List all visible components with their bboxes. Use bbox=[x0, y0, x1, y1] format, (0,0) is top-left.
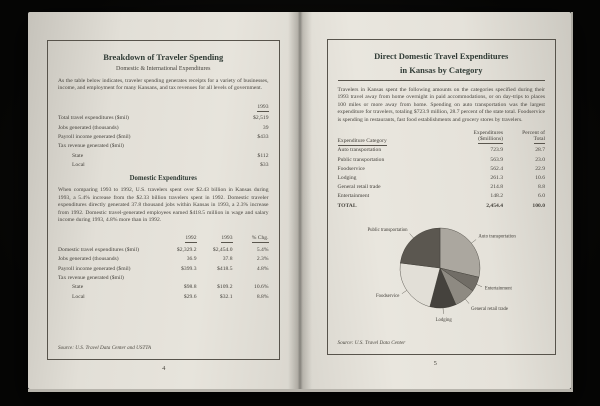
category-name: Foodservice bbox=[337, 165, 365, 172]
row-value-1993: $109.2 bbox=[217, 284, 233, 291]
left-page-subtitle: Domestic & International Expenditures bbox=[116, 66, 211, 72]
row-value-1993: $2,519 bbox=[253, 115, 269, 122]
comparison-table-row bbox=[58, 266, 269, 272]
category-percent: 28.7 bbox=[535, 147, 545, 154]
summary-table-row bbox=[58, 162, 269, 168]
row-value-1993: $33 bbox=[260, 162, 269, 169]
row-value-1993: $433 bbox=[257, 134, 269, 141]
right-page-title-line2: in Kansas by Category bbox=[400, 65, 483, 75]
pie-chart-area bbox=[338, 213, 546, 327]
right-intro-paragraph: Travelers in Kansas spent the following amounts on the categories specified during their 1993 travel away from home overnight in paid accommodations, or on day-trips to places 100 miles or more away from home. Spending on auto transportation was the largest expenditure for travelers, totaling $723.9 million, 28.7 percent of the state total. Foodservice is spending in restaurants, fast food establishments and grocery stores by travelers. bbox=[337, 87, 545, 123]
comparison-header-1993: 1993 bbox=[221, 235, 233, 242]
comparison-table-row bbox=[58, 275, 269, 281]
row-value-1992: $29.6 bbox=[183, 293, 197, 300]
total-percent: 100.0 bbox=[532, 203, 545, 210]
category-table-row bbox=[338, 175, 546, 181]
pie-slice-public-transportation bbox=[400, 228, 440, 268]
pie-label-lodging: Lodging bbox=[435, 318, 452, 324]
row-value-1993: 39 bbox=[262, 124, 269, 131]
category-header-cell bbox=[338, 138, 452, 144]
comparison-header-1993-cell bbox=[197, 235, 233, 243]
pie-label-general-retail-trade: General retail trade bbox=[470, 307, 508, 313]
row-value-1993: $418.5 bbox=[217, 265, 233, 272]
category-table-row bbox=[338, 193, 546, 199]
pie-callout-line bbox=[401, 291, 406, 294]
pie-callout-line bbox=[409, 234, 413, 239]
right-page-title-line1: Direct Domestic Travel Expenditures bbox=[374, 51, 509, 61]
category-percent: 22.9 bbox=[535, 165, 545, 172]
category-table-row bbox=[338, 166, 546, 172]
row-label: Jobs generated (thousands) bbox=[58, 124, 119, 131]
pie-callout-line bbox=[465, 299, 469, 304]
category-percent: 6.0 bbox=[538, 193, 545, 200]
row-label: Payroll income generated ($mil) bbox=[58, 134, 131, 141]
comparison-table-row bbox=[58, 294, 269, 300]
summary-table-header bbox=[58, 104, 269, 112]
expenditures-header-line1: Expenditures bbox=[473, 130, 503, 137]
row-value-chg: 4.8% bbox=[256, 265, 269, 272]
pie-label-foodservice: Foodservice bbox=[375, 294, 399, 300]
category-name: Auto transportation bbox=[337, 147, 382, 154]
comparison-table-row bbox=[58, 284, 269, 290]
comparison-table-header bbox=[58, 235, 269, 243]
category-percent: 8.8 bbox=[538, 184, 545, 191]
percent-header-line2: Total bbox=[533, 136, 545, 143]
percent-header-line1: Percent of bbox=[522, 130, 545, 137]
category-percent: 10.6 bbox=[535, 174, 545, 181]
summary-header-year-cell bbox=[225, 104, 269, 112]
category-name: General retail trade bbox=[337, 184, 381, 191]
row-value-1993: $2,454.0 bbox=[212, 246, 233, 253]
right-page-frame bbox=[327, 39, 557, 355]
row-value-chg: 10.6% bbox=[254, 284, 269, 291]
row-value-1992: 36.9 bbox=[186, 256, 197, 263]
summary-table-body bbox=[58, 115, 269, 168]
row-label: Local bbox=[72, 162, 85, 169]
row-value-1993: 37.8 bbox=[222, 256, 233, 263]
summary-header-year: 1993 bbox=[257, 103, 269, 110]
category-table-body bbox=[338, 147, 546, 199]
row-value-chg: 8.8% bbox=[256, 293, 269, 300]
row-label: State bbox=[72, 152, 84, 159]
category-header: Expenditure Category bbox=[337, 138, 387, 145]
category-percent: 23.0 bbox=[535, 156, 545, 163]
summary-table-row bbox=[58, 143, 269, 149]
category-table bbox=[338, 130, 546, 209]
category-expenditure: 214.8 bbox=[490, 184, 503, 191]
comparison-table bbox=[58, 230, 269, 299]
pie-label-entertainment: Entertainment bbox=[484, 286, 512, 292]
comparison-header-1992: 1992 bbox=[185, 235, 197, 242]
row-value-1992: $98.8 bbox=[183, 284, 197, 291]
row-value-1993: $32.1 bbox=[219, 293, 233, 300]
row-value-1992: $2,329.2 bbox=[176, 246, 197, 253]
pie-callout-line bbox=[443, 308, 444, 314]
right-source-note: Source: U.S. Travel Data Center bbox=[337, 340, 406, 346]
expenditures-header bbox=[451, 130, 503, 144]
total-expenditures: 2,454.4 bbox=[486, 203, 503, 210]
left-page-title: Breakdown of Traveler Spending bbox=[103, 52, 224, 62]
pie-label-auto-transportation: Auto transportation bbox=[477, 234, 516, 240]
comparison-header-chg-cell bbox=[233, 235, 269, 243]
row-value-1993: $112 bbox=[257, 152, 269, 159]
category-name: Entertainment bbox=[337, 193, 370, 200]
left-intro-paragraph: As the table below indicates, traveler spending generates receipts for a variety of businesses, income, and employment for many Kansans, and tax revenues for all levels of government. bbox=[58, 78, 269, 92]
category-name: Lodging bbox=[337, 174, 357, 181]
category-expenditure: 562.4 bbox=[490, 165, 503, 172]
summary-table-row bbox=[58, 125, 269, 131]
domestic-expenditures-heading: Domestic Expenditures bbox=[129, 175, 197, 183]
row-label: Domestic travel expenditures ($mil) bbox=[58, 246, 139, 253]
pie-callout-line bbox=[471, 240, 476, 244]
row-value-chg: 2.3% bbox=[256, 256, 269, 263]
percent-header-cell bbox=[503, 130, 545, 144]
row-label: Total travel expenditures ($mil) bbox=[58, 115, 129, 122]
category-expenditure: 261.3 bbox=[490, 174, 503, 181]
percent-header bbox=[503, 130, 545, 144]
expenditures-header-cell bbox=[451, 130, 503, 144]
expenditures-pie-chart bbox=[338, 213, 549, 327]
comparison-table-row bbox=[58, 256, 269, 262]
row-label: Tax revenue generated ($mil) bbox=[58, 274, 124, 281]
left-page bbox=[28, 12, 300, 389]
comparison-header-1992-cell bbox=[161, 235, 197, 243]
title-divider bbox=[338, 80, 546, 81]
row-label: State bbox=[72, 284, 84, 291]
pie-callout-line bbox=[476, 285, 482, 288]
category-expenditure: 723.9 bbox=[490, 147, 503, 154]
row-value-1992: $399.3 bbox=[181, 265, 197, 272]
summary-table bbox=[58, 99, 269, 168]
total-label: TOTAL bbox=[337, 203, 357, 210]
row-value-chg: 5.4% bbox=[256, 246, 269, 253]
comparison-table-row bbox=[58, 247, 269, 253]
category-table-header bbox=[338, 130, 546, 144]
category-table-row bbox=[338, 157, 546, 163]
right-page-number: 5 bbox=[433, 360, 437, 367]
category-table-total-row bbox=[338, 203, 546, 209]
left-source-note: Source: U.S. Travel Data Center and USTTA bbox=[58, 345, 152, 351]
domestic-expenditures-paragraph: When comparing 1993 to 1992, U.S. travelers spent over $2.43 billion in Kansas during 1993, a 5.4% increase from the $2.33 billion travelers spent in 1992. Domestic traveler expenditures directly generated 37.8 thousand jobs within Kansas in 1993, a 2.3% increase from 1992. Domestic travel-generated employees earned $418.5 million in wage and salary income during 1993, 4.8% more than in 1992. bbox=[58, 187, 269, 223]
left-page-number: 4 bbox=[162, 365, 166, 372]
comparison-header-chg: % Chg. bbox=[251, 235, 269, 242]
pie-label-public-transportation: Public transportation bbox=[366, 228, 408, 234]
category-expenditure: 563.9 bbox=[490, 156, 503, 163]
summary-table-row bbox=[58, 134, 269, 140]
row-label: Jobs generated (thousands) bbox=[58, 256, 119, 263]
category-expenditure: 148.2 bbox=[490, 193, 503, 200]
right-page bbox=[300, 12, 572, 389]
summary-table-row bbox=[58, 115, 269, 121]
row-label: Payroll income generated ($mil) bbox=[58, 265, 131, 272]
comparison-table-body bbox=[58, 247, 269, 300]
summary-table-row bbox=[58, 153, 269, 159]
open-booklet bbox=[28, 12, 573, 392]
category-table-row bbox=[338, 147, 546, 153]
category-table-row bbox=[338, 184, 546, 190]
category-name: Public transportation bbox=[337, 156, 385, 163]
left-page-frame bbox=[47, 40, 280, 360]
row-label: Local bbox=[72, 293, 85, 300]
expenditures-header-line2: ($millions) bbox=[478, 136, 503, 143]
row-label: Tax revenue generated ($mil) bbox=[58, 143, 124, 150]
